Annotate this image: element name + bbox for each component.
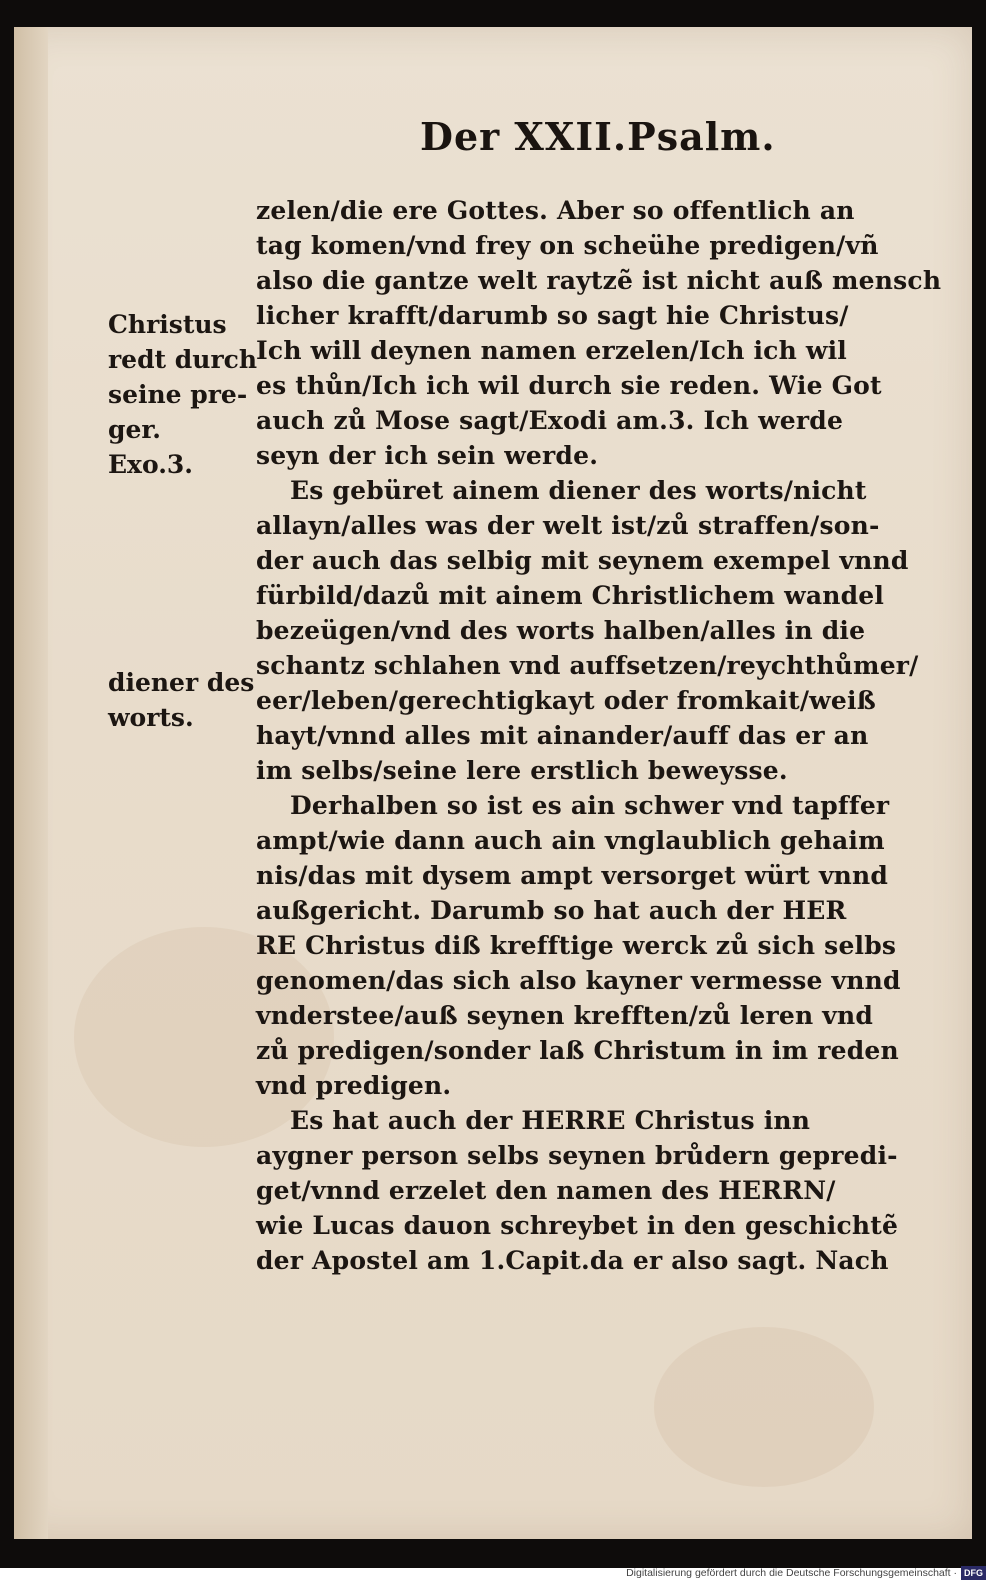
text-line: licher krafft/darumb so sagt hie Christus/ <box>256 301 849 330</box>
credit-text: Digitalisierung gefördert durch die Deutsche Forschungsgemeinschaft · <box>626 1567 957 1579</box>
text-line: get/vnnd erzelet den namen des HERRN/ <box>256 1176 836 1205</box>
text-line: ampt/wie dann auch ain vnglaublich gehaim <box>256 826 885 855</box>
running-title: Der XXII.Psalm. <box>420 114 776 159</box>
margin-note: worts. <box>108 703 194 732</box>
text-line: vnd predigen. <box>256 1071 452 1100</box>
text-line: Derhalben so ist es ain schwer vnd tapffer <box>290 791 890 820</box>
text-line: der auch das selbig mit seynem exempel vnnd <box>256 546 909 575</box>
text-line: Ich will deynen namen erzelen/Ich ich wil <box>256 336 848 365</box>
text-line: nis/das mit dysem ampt versorget würt vnnd <box>256 861 889 890</box>
margin-note: Christus <box>108 310 227 339</box>
page-gutter <box>14 27 48 1539</box>
text-line: Es gebüret ainem diener des worts/nicht <box>290 476 867 505</box>
text-line: aygner person selbs seynen brůdern gepredi- <box>256 1141 898 1170</box>
text-line: genomen/das sich also kayner vermesse vnnd <box>256 966 901 995</box>
text-line: tag komen/vnd frey on scheühe predigen/vñ <box>256 231 879 260</box>
text-line: auch zů Mose sagt/Exodi am.3. Ich werde <box>256 406 844 435</box>
text-line: allayn/alles was der welt ist/zů straffen/son- <box>256 511 880 540</box>
digitization-credit <box>626 1565 986 1581</box>
text-line: vnderstee/auß seynen krefften/zů leren vnd <box>256 1001 874 1030</box>
text-line: im selbs/seine lere erstlich beweysse. <box>256 756 788 785</box>
text-line: also die gantze welt raytzẽ ist nicht auß mensch <box>256 266 942 295</box>
text-line: Es hat auch der HERRE Christus inn <box>290 1106 811 1135</box>
text-line: zů predigen/sonder laß Christum in im reden <box>256 1036 899 1065</box>
margin-note: diener des <box>108 668 255 697</box>
text-line: wie Lucas dauon schreybet in den geschichtẽ <box>256 1211 899 1240</box>
text-line: schantz schlahen vnd auffsetzen/reychthůmer/ <box>256 651 919 680</box>
text-line: eer/leben/gerechtigkayt oder fromkait/weiß <box>256 686 876 715</box>
text-line: hayt/vnnd alles mit ainander/auff das er an <box>256 721 869 750</box>
text-line: zelen/die ere Gottes. Aber so offentlich an <box>256 196 855 225</box>
margin-note: ger. <box>108 415 161 444</box>
text-line: fürbild/dazů mit ainem Christlichem wandel <box>256 581 885 610</box>
margin-note: seine pre- <box>108 380 248 409</box>
text-line: außgericht. Darumb so hat auch der HER <box>256 896 847 925</box>
text-line: der Apostel am 1.Capit.da er also sagt. Nach <box>256 1246 889 1275</box>
text-line: RE Christus diß krefftige werck zů sich selbs <box>256 931 897 960</box>
margin-note: Exo.3. <box>108 450 193 479</box>
text-line: seyn der ich sein werde. <box>256 441 599 470</box>
margin-note: redt durch <box>108 345 258 374</box>
text-line: es thůn/Ich ich wil durch sie reden. Wie Got <box>256 371 882 400</box>
dfg-logo: DFG <box>961 1566 986 1580</box>
paper-stain <box>654 1327 874 1487</box>
text-line: bezeügen/vnd des worts halben/alles in die <box>256 616 866 645</box>
